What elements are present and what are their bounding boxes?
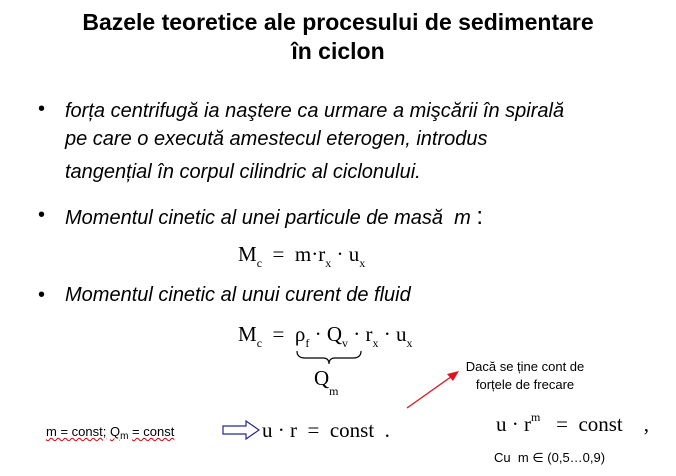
f3-r: r	[290, 418, 297, 442]
conditions-text	[46, 424, 175, 442]
f2-u: u	[396, 322, 407, 346]
f2-rho-sub: f	[305, 336, 310, 350]
bullet-1-line-3: tangențial în corpul cilindric al ciclonului.	[65, 161, 421, 183]
f2-lhs-sub: c	[256, 336, 263, 350]
f3-u: u	[262, 418, 273, 442]
f4-exp: m	[531, 410, 541, 424]
bullet-2-var: m	[454, 207, 471, 229]
f4-r: r	[524, 412, 531, 436]
f4-const: const	[578, 412, 623, 436]
brace-label-sub: m	[329, 384, 339, 398]
condition-m: m = const;	[46, 424, 107, 439]
f4-end: ,	[643, 412, 650, 436]
f2-r: r	[365, 322, 373, 346]
f2-dot-1: ·	[314, 322, 322, 346]
bullet-1-line-2: pe care o execută amestecul eterogen, introdus	[65, 128, 488, 150]
f1-dot-1: ·	[311, 242, 319, 266]
condition-q-rest: = const	[132, 424, 175, 439]
f2-eq: =	[272, 322, 285, 346]
title-line-2: în ciclon	[291, 38, 385, 64]
bullet-marker-3: •	[38, 284, 46, 306]
bullet-1-line-1: forța centrifugă ia naştere ca urmare a mişcării în spirală	[65, 100, 565, 122]
range-text	[494, 450, 605, 466]
f2-r-sub: x	[372, 336, 379, 350]
bullet-marker-1: •	[38, 98, 46, 120]
f1-u: u	[348, 242, 360, 266]
bullet-2-colon: :	[476, 203, 483, 230]
condition-q	[109, 424, 129, 442]
range-value: (0,5…0,9)	[547, 450, 606, 465]
f2-u-sub: x	[406, 336, 413, 350]
f1-m: m	[294, 242, 312, 266]
f2-dot-3: ·	[383, 322, 391, 346]
implies-arrow-icon	[222, 420, 260, 440]
f1-dot-2: ·	[336, 242, 344, 266]
f2-q-sub: v	[342, 336, 349, 350]
f1-lhs-sub: c	[256, 256, 263, 270]
f3-dot: ·	[277, 418, 285, 442]
range-in: ∈	[532, 450, 544, 465]
f4-u: u	[496, 412, 507, 436]
f3-const: const	[329, 418, 375, 442]
formula-urm-const	[496, 412, 649, 437]
f2-dot-2: ·	[353, 322, 361, 346]
f2-rho: ρ	[294, 322, 306, 346]
range-var: m	[517, 450, 529, 465]
title-line-1: Bazele teoretice ale procesului de sedimentare	[82, 9, 594, 35]
f2-lhs: M	[238, 322, 257, 346]
range-prefix: Cu	[494, 450, 511, 465]
f3-eq: =	[307, 418, 320, 442]
friction-note-line-2: forțele de frecare	[475, 377, 575, 392]
f1-r-sub: x	[325, 256, 332, 270]
bullet-3-text: Momentul cinetic al unui curent de fluid	[65, 284, 411, 306]
formula-ur-const	[262, 418, 390, 443]
condition-q-letter: Q	[109, 424, 121, 439]
friction-note-line-1: Dacă se ține cont de	[465, 359, 585, 374]
f1-lhs: M	[238, 242, 257, 266]
brace-label-q: Q	[314, 366, 330, 390]
f4-eq: =	[556, 412, 568, 436]
bullet-marker-2: •	[38, 204, 46, 226]
f4-dot: ·	[511, 412, 519, 436]
f1-eq: =	[272, 242, 285, 266]
f2-q: Q	[326, 322, 343, 346]
f1-r: r	[318, 242, 326, 266]
bullet-2-label: Momentul cinetic al unei particule de masă	[65, 207, 443, 229]
f1-u-sub: x	[359, 256, 366, 270]
f3-end: .	[384, 418, 390, 442]
condition-q-sub: m	[120, 431, 129, 442]
